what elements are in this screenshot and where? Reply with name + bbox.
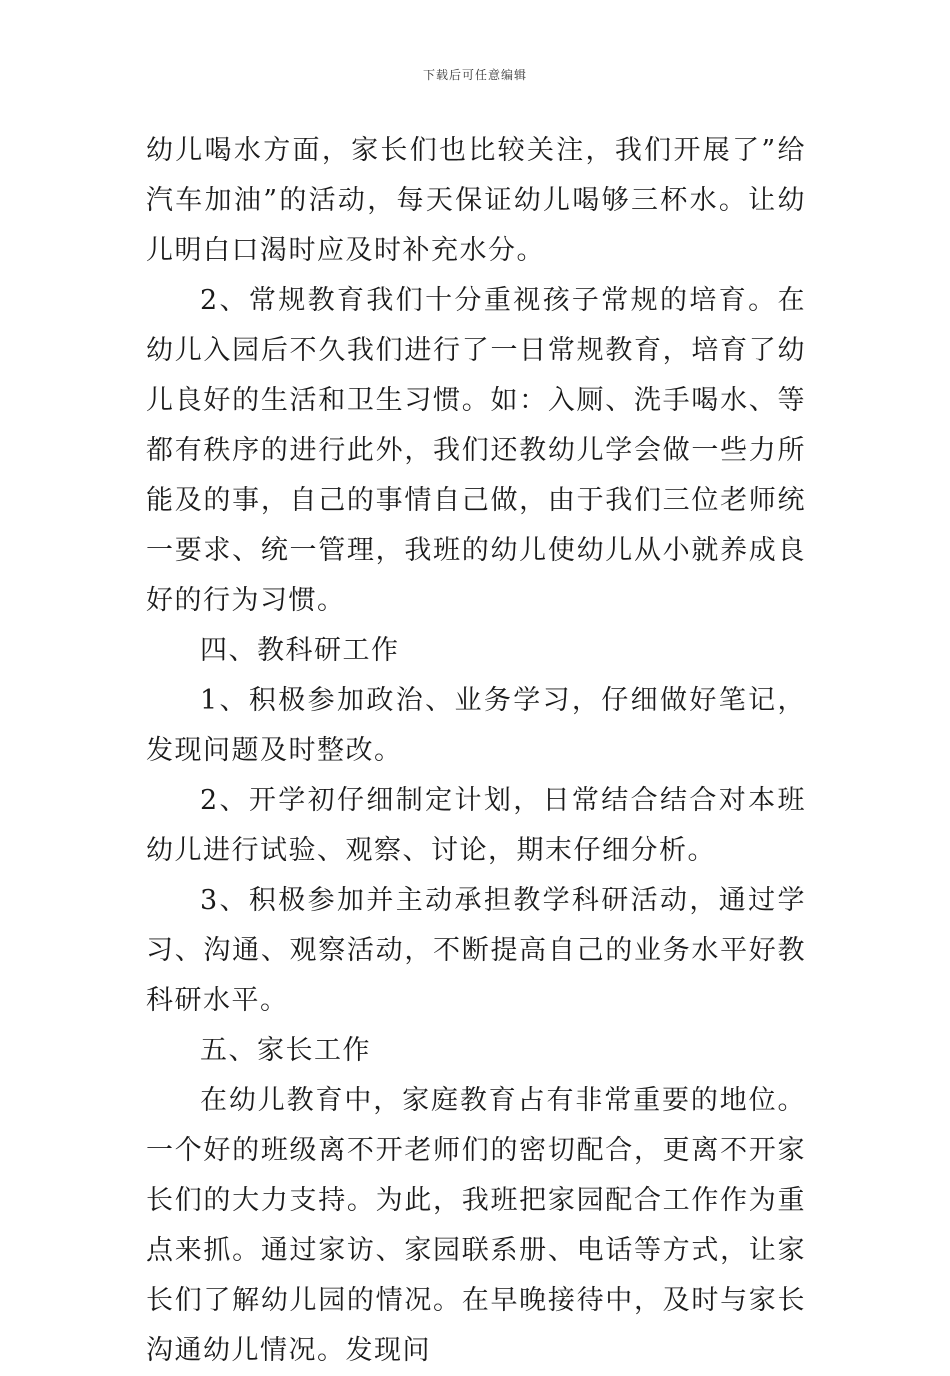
paragraph-water-drinking: 幼儿喝水方面，家长们也比较关注，我们开展了”给汽车加油”的活动，每天保证幼儿喝够三杯水。让幼儿明白口渴时应及时补充水分。 xyxy=(146,135,806,266)
paragraph-research-item-2: 2、开学初仔细制定计划，日常结合结合对本班幼儿进行试验、观察、讨论，期末仔细分析。 xyxy=(146,785,806,866)
paragraph-routine-education: 2、常规教育我们十分重视孩子常规的培育。在幼儿入园后不久我们进行了一日常规教育，培育了幼儿良好的生活和卫生习惯。如：入厕、洗手喝水、等都有秩序的进行此外，我们还教幼儿学会做一些力所能及的事，自己的事情自己做，由于我们三位老师统一要求、统一管理，我班的幼儿使幼儿从小就养成良好的行为习惯。 xyxy=(146,285,806,616)
header-note: 下载后可任意编辑 xyxy=(422,68,527,82)
body-text xyxy=(146,126,806,1376)
paragraph-research-item-3: 3、积极参加并主动承担教学科研活动，通过学习、沟通、观察活动，不断提高自己的业务水平好教科研水平。 xyxy=(146,885,806,1016)
section-heading-parents: 五、家长工作 xyxy=(200,1035,371,1066)
paragraph-research-item-1: 1、积极参加政治、业务学习，仔细做好笔记，发现问题及时整改。 xyxy=(146,685,806,766)
section-heading-research: 四、教科研工作 xyxy=(200,635,400,666)
paragraph-family-education: 在幼儿教育中，家庭教育占有非常重要的地位。一个好的班级离不开老师们的密切配合，更离不开家长们的大力支持。为此，我班把家园配合工作作为重点来抓。通过家访、家园联系册、电话等方式，让家长们了解幼儿园的情况。在早晚接待中，及时与家长沟通幼儿情况。发现问 xyxy=(146,1085,806,1366)
